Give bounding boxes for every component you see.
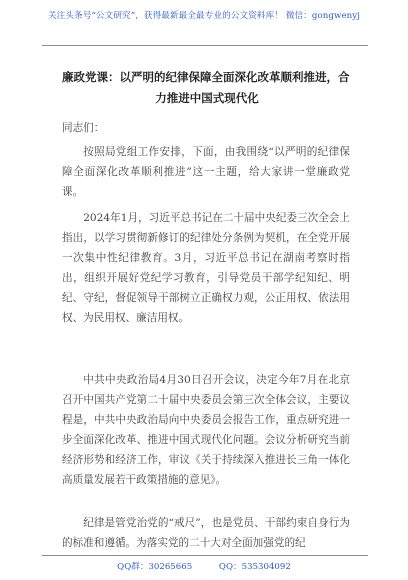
salutation: 同志们：	[62, 122, 105, 134]
footer-contact	[0, 560, 408, 572]
paragraph-2: 2024年1月，习近平总书记在二十届中央纪委三次全会上指出，以学习贯彻新修订的纪律处分条例为契机，在全党开展一次集中性纪律教育。3月，习近平总书记在湖南考察时指出，组织开展好党纪学习教育，引导党员干部学纪知纪、明纪、守纪，督促领导干部树立正确权力观，公正用权、依法用权、为民用权、廉洁用权。	[62, 212, 350, 324]
header-divider	[42, 45, 368, 46]
footer-qq: QQ：535304092	[218, 562, 291, 572]
footer-qq-group: QQ群：30265665	[117, 562, 193, 572]
paragraph-1: 按照局党组工作安排，下面，由我围绕“以严明的纪律保障全面深化改革顺利推进”这一主题，给大家讲一堂廉政党课。	[62, 146, 350, 198]
header-note: 关注头条号“公文研究”，获得最新最全最专业的公文资料库！ 微信：gongwenyj	[47, 11, 361, 21]
paragraph-4: 纪律是管党治党的“戒尺”，也是党员、干部约束自身行为的标准和遵循。为落实党的二十大对全面加强党的纪	[62, 517, 350, 549]
footer-divider	[42, 555, 368, 556]
paragraph-3: 中共中央政治局4月30日召开会议，决定今年7月在北京召开中国共产党第二十届中央委员会第三次全体会议，主要议程是，中共中央政治局向中央委员会报告工作，重点研究进一步全面深化改革、推进中国式现代化问题。会议分析研究当前经济形势和经济工作，审议《关于持续深入推进长三角一体化高质量发展若干政策措施的意见》。	[62, 374, 350, 486]
document-title	[62, 67, 352, 109]
title-line-1: 廉政党课：以严明的纪律保障全面深化改革顺利推进，合	[62, 70, 350, 84]
title-line-2: 力推进中国式现代化	[155, 91, 259, 105]
